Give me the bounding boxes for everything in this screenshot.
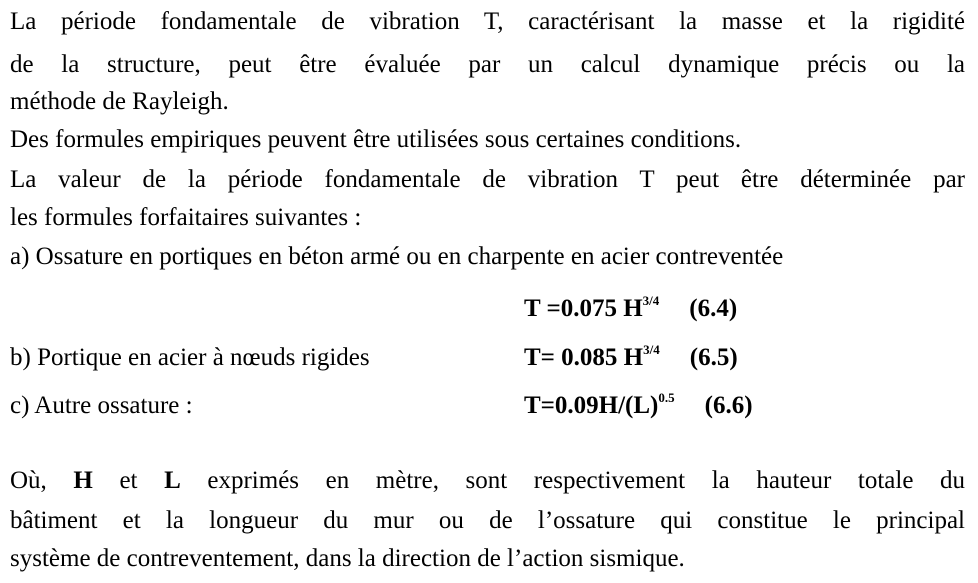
equation-number-c: (6.6): [704, 392, 753, 419]
formula-a-base: T =0.075 H: [524, 295, 643, 322]
equation-number-b: (6.5): [689, 344, 738, 371]
paragraph-1-line-2: de la structure, peut être évaluée par un calcul dynamique précis ou la: [10, 51, 965, 78]
paragraph-1-line-1: La période fondamentale de vibration T, caractérisant la masse et la rigidité: [10, 8, 965, 35]
paragraph-4-line-1: [10, 468, 965, 493]
paragraph-4-line-2: bâtiment et la longueur du mur ou de l’ossature qui constitue le principal: [10, 507, 965, 534]
formula-b: [524, 342, 738, 371]
variable-L: L: [164, 467, 181, 494]
formula-c: [524, 390, 753, 419]
variable-H: H: [73, 467, 93, 494]
formula-b-base: T= 0.085 H: [524, 344, 644, 371]
item-a-label: a) Ossature en portiques en béton armé ou en charpente en acier contreventée: [10, 243, 784, 270]
paragraph-4-rest: exprimés en mètre, sont respectivement la hauteur totale du: [207, 467, 966, 494]
formula-c-base: T=0.09H/(L): [524, 392, 659, 419]
formula-b-exponent: 3/4: [643, 342, 660, 357]
item-b-label: b) Portique en acier à nœuds rigides: [10, 344, 370, 371]
paragraph-1-line-3: méthode de Rayleigh.: [10, 88, 229, 115]
item-c-label: c) Autre ossature :: [10, 392, 193, 419]
paragraph-4-prefix: Où,: [10, 467, 47, 494]
paragraph-4-et: et: [119, 467, 138, 494]
formula-a: [524, 293, 738, 322]
paragraph-3-line-2: les formules forfaitaires suivantes :: [10, 204, 362, 231]
paragraph-3-line-1: La valeur de la période fondamentale de vibration T peut être déterminée par: [10, 166, 965, 193]
paragraph-2-line-1: Des formules empiriques peuvent être utilisées sous certaines conditions.: [10, 126, 742, 153]
formula-a-exponent: 3/4: [642, 293, 660, 308]
equation-number-a: (6.4): [689, 295, 738, 322]
paragraph-4-line-3: système de contreventement, dans la direction de l’action sismique.: [10, 545, 685, 572]
formula-c-exponent: 0.5: [658, 390, 675, 405]
